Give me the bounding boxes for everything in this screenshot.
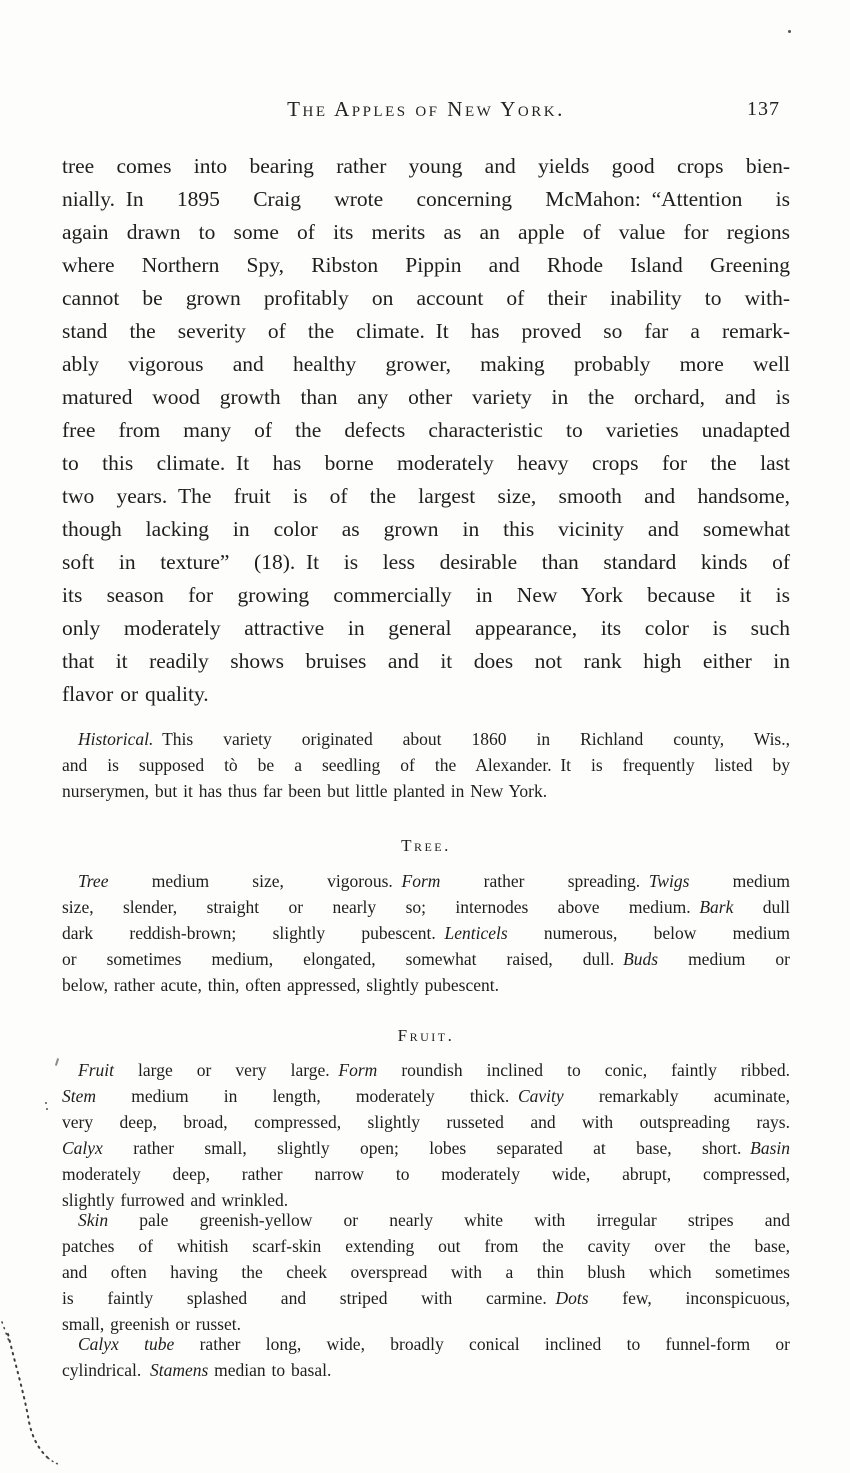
text-line: matured wood growth than any other variety in the orchard, and is: [62, 385, 790, 409]
text-line: patches of whitish scarf-skin extending out from the cavity over the base,: [62, 1236, 790, 1256]
text-line: Historical. This variety originated about 1860 in Richland county, Wis.,: [78, 729, 790, 749]
historical-paragraph: [62, 726, 790, 804]
text-line: its season for growing commercially in New York because it is: [62, 583, 790, 607]
text-line: ably vigorous and healthy grower, making probably more well: [62, 352, 790, 376]
text-line: tree comes into bearing rather young and yields good crops bien-: [62, 154, 790, 178]
text-line: to this climate. It has borne moderately heavy crops for the last: [62, 451, 790, 475]
skin-paragraph: [62, 1207, 790, 1337]
text-line: Calyx tube rather long, wide, broadly conical inclined to funnel-form or: [78, 1334, 790, 1354]
text-line: Stem medium in length, moderately thick. Cavity remarkably acuminate,: [62, 1086, 790, 1106]
text-line: where Northern Spy, Ribston Pippin and Rhode Island Greening: [62, 253, 790, 277]
text-line: very deep, broad, compressed, slightly russeted and with outspreading rays.: [62, 1112, 790, 1132]
text-line: two years. The fruit is of the largest size, smooth and handsome,: [62, 484, 790, 508]
running-title: The Apples of New York.: [287, 97, 565, 121]
text-line: soft in texture” (18). It is less desirable than standard kinds of: [62, 550, 790, 574]
text-line: Fruit large or very large. Form roundish inclined to conic, faintly ribbed.: [78, 1060, 790, 1080]
text-line: Calyx rather small, slightly open; lobes separated at base, short. Basin: [62, 1138, 790, 1158]
text-line: only moderately attractive in general appearance, its color is such: [62, 616, 790, 640]
text-line: though lacking in color as grown in this vicinity and somewhat: [62, 517, 790, 541]
text-line: is faintly splashed and striped with carmine. Dots few, inconspicuous,: [62, 1288, 790, 1308]
text-line: moderately deep, rather narrow to moderately wide, abrupt, compressed,: [62, 1164, 790, 1184]
text-line: cylindrical. Stamens median to basal.: [62, 1360, 332, 1380]
text-line: dark reddish-brown; slightly pubescent. Lenticels numerous, below medium: [62, 923, 790, 943]
text-line: size, slender, straight or nearly so; internodes above medium. Bark dull: [62, 897, 790, 917]
scan-speck-icon: [45, 1102, 47, 1104]
scan-speck-icon: [46, 1108, 48, 1110]
text-line: or sometimes medium, elongated, somewhat raised, dull. Buds medium or: [62, 949, 791, 969]
text-line: cannot be grown profitably on account of their inability to with-: [62, 286, 790, 310]
text-line: flavor or quality.: [62, 682, 209, 706]
text-line: and often having the cheek overspread with a thin blush which sometimes: [62, 1262, 790, 1282]
text-line: that it readily shows bruises and it does not rank high either in: [62, 649, 790, 673]
main-paragraph: [62, 150, 790, 711]
text-line: and is supposed tò be a seedling of the Alexander. It is frequently listed by: [62, 755, 790, 775]
scan-squiggle-icon: [0, 1318, 60, 1473]
text-line: Tree medium size, vigorous. Form rather spreading. Twigs medium: [78, 871, 790, 891]
text-line: nurserymen, but it has thus far been but little planted in New York.: [62, 781, 548, 801]
text-line: nially. In 1895 Craig wrote concerning McMahon: “Attention is: [62, 187, 790, 211]
text-line: stand the severity of the climate. It has proved so far a remark-: [62, 319, 790, 343]
tree-paragraph: [62, 868, 790, 998]
page-header: [62, 97, 790, 127]
text-line: below, rather acute, thin, often appressed, slightly pubescent.: [62, 975, 500, 995]
text-line: Skin pale greenish-yellow or nearly white with irregular stripes and: [78, 1210, 790, 1230]
scan-speck-icon: [788, 30, 791, 33]
fruit-paragraph: [62, 1057, 790, 1213]
text-line: slightly furrowed and wrinkled.: [62, 1190, 289, 1210]
text-line: small, greenish or russet.: [62, 1314, 241, 1334]
text-line: free from many of the defects characteristic to varieties unadapted: [62, 418, 790, 442]
text-line: again drawn to some of its merits as an apple of value for regions: [62, 220, 790, 244]
calyx-tube-paragraph: [62, 1331, 790, 1383]
tree-section-heading: Tree.: [401, 836, 451, 855]
fruit-section-heading: Fruit.: [397, 1026, 455, 1045]
page-number: 137: [747, 98, 780, 120]
scan-stray-mark-icon: [55, 1058, 59, 1066]
